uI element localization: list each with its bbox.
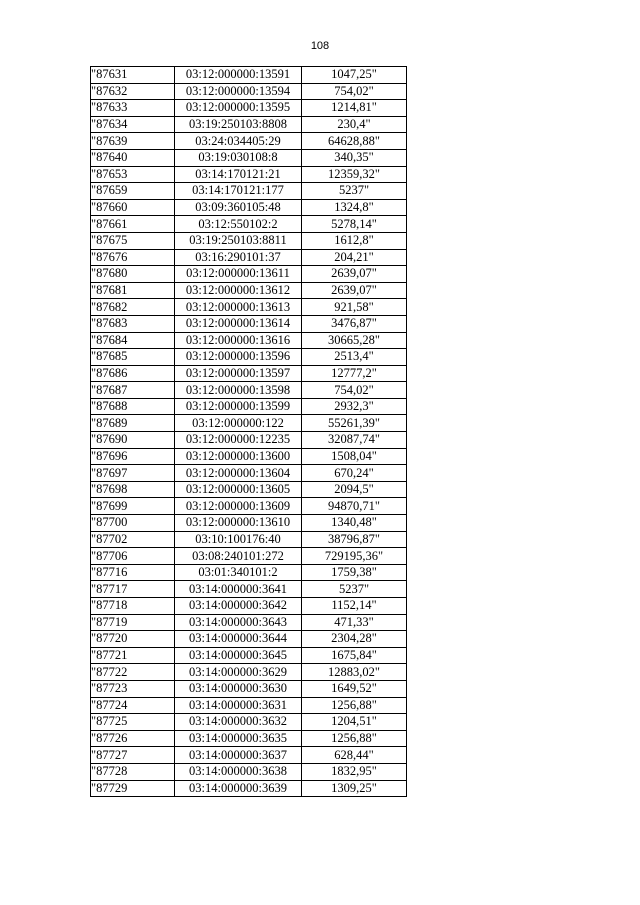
value-cell: 1612,8" (302, 232, 407, 249)
cadastral-number-cell: 03:12:000000:13612 (175, 282, 302, 299)
record-number-cell: "87718 (91, 598, 175, 615)
cadastral-number-cell: 03:14:000000:3638 (175, 763, 302, 780)
value-cell: 628,44" (302, 747, 407, 764)
value-cell: 1340,48" (302, 515, 407, 532)
table-row (91, 498, 407, 515)
cadastral-number-cell: 03:12:000000:12235 (175, 432, 302, 449)
record-number-cell: "87706 (91, 548, 175, 565)
record-number-cell: "87684 (91, 332, 175, 349)
table-row (91, 199, 407, 216)
value-cell: 754,02" (302, 382, 407, 399)
table-row (91, 382, 407, 399)
cadastral-number-cell: 03:12:000000:13610 (175, 515, 302, 532)
value-cell: 1047,25" (302, 67, 407, 84)
value-cell: 1832,95" (302, 763, 407, 780)
value-cell: 38796,87" (302, 531, 407, 548)
record-number-cell: "87698 (91, 481, 175, 498)
table-row (91, 664, 407, 681)
table-row (91, 266, 407, 283)
record-number-cell: "87688 (91, 398, 175, 415)
record-number-cell: "87699 (91, 498, 175, 515)
table-row (91, 249, 407, 266)
table-row (91, 299, 407, 316)
record-number-cell: "87632 (91, 83, 175, 100)
value-cell: 2932,3" (302, 398, 407, 415)
table-row (91, 614, 407, 631)
record-number-cell: "87728 (91, 763, 175, 780)
value-cell: 1214,81" (302, 100, 407, 117)
value-cell: 1759,38" (302, 564, 407, 581)
record-number-cell: "87721 (91, 647, 175, 664)
record-number-cell: "87682 (91, 299, 175, 316)
value-cell: 1324,8" (302, 199, 407, 216)
table-row (91, 481, 407, 498)
record-number-cell: "87634 (91, 116, 175, 133)
table-row (91, 166, 407, 183)
cadastral-number-cell: 03:12:000000:13616 (175, 332, 302, 349)
record-number-cell: "87729 (91, 780, 175, 797)
table-row (91, 548, 407, 565)
value-cell: 1309,25" (302, 780, 407, 797)
cadastral-number-cell: 03:14:170121:177 (175, 183, 302, 200)
value-cell: 5278,14" (302, 216, 407, 233)
table-row (91, 183, 407, 200)
value-cell: 12777,2" (302, 365, 407, 382)
cadastral-number-cell: 03:24:034405:29 (175, 133, 302, 150)
cadastral-number-cell: 03:14:000000:3645 (175, 647, 302, 664)
cadastral-number-cell: 03:12:000000:13599 (175, 398, 302, 415)
table-row (91, 598, 407, 615)
value-cell: 1649,52" (302, 680, 407, 697)
record-number-cell: "87689 (91, 415, 175, 432)
cadastral-number-cell: 03:14:000000:3631 (175, 697, 302, 714)
table-row (91, 780, 407, 797)
record-number-cell: "87719 (91, 614, 175, 631)
table-row (91, 697, 407, 714)
value-cell: 30665,28" (302, 332, 407, 349)
table-row (91, 100, 407, 117)
table-row (91, 116, 407, 133)
value-cell: 230,4" (302, 116, 407, 133)
value-cell: 12883,02" (302, 664, 407, 681)
table-row (91, 216, 407, 233)
cadastral-number-cell: 03:12:000000:13605 (175, 481, 302, 498)
cadastral-number-cell: 03:12:000000:122 (175, 415, 302, 432)
record-number-cell: "87675 (91, 232, 175, 249)
cadastral-number-cell: 03:12:000000:13613 (175, 299, 302, 316)
record-number-cell: "87661 (91, 216, 175, 233)
cadastral-number-cell: 03:14:000000:3643 (175, 614, 302, 631)
value-cell: 55261,39" (302, 415, 407, 432)
record-number-cell: "87659 (91, 183, 175, 200)
table-row (91, 714, 407, 731)
record-number-cell: "87720 (91, 631, 175, 648)
value-cell: 3476,87" (302, 315, 407, 332)
cadastral-number-cell: 03:16:290101:37 (175, 249, 302, 266)
table-row (91, 631, 407, 648)
cadastral-number-cell: 03:19:250103:8811 (175, 232, 302, 249)
value-cell: 5237" (302, 581, 407, 598)
record-number-cell: "87726 (91, 730, 175, 747)
page-number: 108 (310, 40, 330, 52)
cadastral-number-cell: 03:14:000000:3642 (175, 598, 302, 615)
value-cell: 64628,88" (302, 133, 407, 150)
record-number-cell: "87685 (91, 349, 175, 366)
record-number-cell: "87640 (91, 149, 175, 166)
value-cell: 1204,51" (302, 714, 407, 731)
record-number-cell: "87690 (91, 432, 175, 449)
record-number-cell: "87725 (91, 714, 175, 731)
cadastral-number-cell: 03:12:000000:13596 (175, 349, 302, 366)
table-row (91, 564, 407, 581)
value-cell: 1256,88" (302, 697, 407, 714)
table-row (91, 763, 407, 780)
value-cell: 921,58" (302, 299, 407, 316)
record-number-cell: "87716 (91, 564, 175, 581)
value-cell: 94870,71" (302, 498, 407, 515)
table-row (91, 647, 407, 664)
table-row (91, 432, 407, 449)
value-cell: 2304,28" (302, 631, 407, 648)
cadastral-number-cell: 03:12:000000:13614 (175, 315, 302, 332)
cadastral-number-cell: 03:12:000000:13597 (175, 365, 302, 382)
cadastral-number-cell: 03:12:000000:13591 (175, 67, 302, 84)
table-row (91, 349, 407, 366)
record-number-cell: "87722 (91, 664, 175, 681)
cadastral-number-cell: 03:14:000000:3635 (175, 730, 302, 747)
registry-table-body (91, 67, 407, 797)
record-number-cell: "87686 (91, 365, 175, 382)
cadastral-number-cell: 03:14:000000:3632 (175, 714, 302, 731)
table-row (91, 747, 407, 764)
value-cell: 670,24" (302, 465, 407, 482)
table-row (91, 332, 407, 349)
record-number-cell: "87702 (91, 531, 175, 548)
table-row (91, 415, 407, 432)
cadastral-number-cell: 03:12:000000:13600 (175, 448, 302, 465)
value-cell: 2639,07" (302, 282, 407, 299)
record-number-cell: "87660 (91, 199, 175, 216)
record-number-cell: "87727 (91, 747, 175, 764)
value-cell: 754,02" (302, 83, 407, 100)
value-cell: 32087,74" (302, 432, 407, 449)
record-number-cell: "87697 (91, 465, 175, 482)
record-number-cell: "87687 (91, 382, 175, 399)
cadastral-number-cell: 03:10:100176:40 (175, 531, 302, 548)
record-number-cell: "87723 (91, 680, 175, 697)
table-row (91, 232, 407, 249)
record-number-cell: "87633 (91, 100, 175, 117)
table-row (91, 83, 407, 100)
table-row (91, 730, 407, 747)
value-cell: 1152,14" (302, 598, 407, 615)
value-cell: 2639,07" (302, 266, 407, 283)
table-row (91, 398, 407, 415)
registry-table (90, 66, 407, 797)
record-number-cell: "87639 (91, 133, 175, 150)
value-cell: 729195,36" (302, 548, 407, 565)
value-cell: 1508,04" (302, 448, 407, 465)
table-row (91, 133, 407, 150)
record-number-cell: "87683 (91, 315, 175, 332)
cadastral-number-cell: 03:14:000000:3644 (175, 631, 302, 648)
value-cell: 1675,84" (302, 647, 407, 664)
cadastral-number-cell: 03:14:000000:3629 (175, 664, 302, 681)
record-number-cell: "87653 (91, 166, 175, 183)
table-row (91, 282, 407, 299)
record-number-cell: "87696 (91, 448, 175, 465)
cadastral-number-cell: 03:14:170121:21 (175, 166, 302, 183)
cadastral-number-cell: 03:01:340101:2 (175, 564, 302, 581)
cadastral-number-cell: 03:14:000000:3630 (175, 680, 302, 697)
cadastral-number-cell: 03:12:000000:13611 (175, 266, 302, 283)
table-row (91, 680, 407, 697)
cadastral-number-cell: 03:08:240101:272 (175, 548, 302, 565)
table-row (91, 365, 407, 382)
cadastral-number-cell: 03:12:550102:2 (175, 216, 302, 233)
record-number-cell: "87700 (91, 515, 175, 532)
table-row (91, 531, 407, 548)
value-cell: 2513,4" (302, 349, 407, 366)
table-row (91, 515, 407, 532)
cadastral-number-cell: 03:12:000000:13595 (175, 100, 302, 117)
record-number-cell: "87681 (91, 282, 175, 299)
table-row (91, 149, 407, 166)
value-cell: 1256,88" (302, 730, 407, 747)
table-row (91, 581, 407, 598)
record-number-cell: "87724 (91, 697, 175, 714)
record-number-cell: "87680 (91, 266, 175, 283)
cadastral-number-cell: 03:14:000000:3641 (175, 581, 302, 598)
cadastral-number-cell: 03:14:000000:3637 (175, 747, 302, 764)
value-cell: 471,33" (302, 614, 407, 631)
value-cell: 5237" (302, 183, 407, 200)
cadastral-number-cell: 03:12:000000:13609 (175, 498, 302, 515)
cadastral-number-cell: 03:09:360105:48 (175, 199, 302, 216)
cadastral-number-cell: 03:19:250103:8808 (175, 116, 302, 133)
table-row (91, 465, 407, 482)
record-number-cell: "87631 (91, 67, 175, 84)
cadastral-number-cell: 03:12:000000:13598 (175, 382, 302, 399)
value-cell: 2094,5" (302, 481, 407, 498)
record-number-cell: "87717 (91, 581, 175, 598)
value-cell: 12359,32" (302, 166, 407, 183)
cadastral-number-cell: 03:12:000000:13604 (175, 465, 302, 482)
value-cell: 204,21" (302, 249, 407, 266)
cadastral-number-cell: 03:14:000000:3639 (175, 780, 302, 797)
table-row (91, 315, 407, 332)
table-row (91, 67, 407, 84)
table-row (91, 448, 407, 465)
value-cell: 340,35" (302, 149, 407, 166)
cadastral-number-cell: 03:19:030108:8 (175, 149, 302, 166)
cadastral-number-cell: 03:12:000000:13594 (175, 83, 302, 100)
record-number-cell: "87676 (91, 249, 175, 266)
